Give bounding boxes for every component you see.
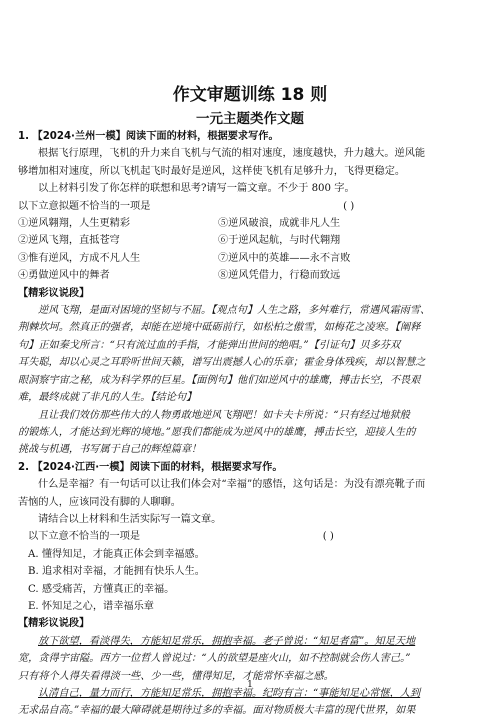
q1-option-row — [18, 267, 482, 284]
q1-answer-blank: ( ) — [343, 200, 355, 212]
q2-material-line: 请结合以上材料和生活实际写一篇文章。 — [38, 513, 222, 525]
page-number: 1 — [247, 680, 253, 690]
q1-prompt-text: 以下立意拟题不恰当的一项是 — [18, 200, 151, 212]
question-1-heading: 1. 【2024·兰州一模】阅读下面的材料，根据要求写作。 — [18, 131, 279, 142]
q2-essay-heading: 【精彩议说段】 — [18, 618, 90, 630]
q2-prompt — [18, 528, 482, 545]
option-e: E. 怀知足之心，谱幸福乐章 — [28, 600, 154, 612]
q1-material-line: 以上材料引发了你怎样的联想和思考?请写一篇文章。不少于 800 字。 — [38, 183, 355, 195]
option-2: ②逆风飞翔，直抵苍穹 — [18, 235, 120, 247]
q1-essay-heading: 【精彩议说段】 — [18, 287, 90, 299]
question-2-heading: 2. 【2024·江西·一模】阅读下面的材料，根据要求写作。 — [18, 461, 283, 473]
q1-material-line: 根据飞行原理，飞机的升力来自飞机与气流的相对速度，速度越快，升力越大。逆风能 — [38, 148, 426, 160]
q1-essay-line: 难，最终成就了非凡的人生。【结论句】 — [18, 392, 197, 404]
section-subtitle: 一元主题类作文题 — [196, 111, 304, 127]
q1-option-row — [18, 232, 482, 249]
q2-material-line: 什么是幸福？有一句话可以让我们体会对“幸福”的感悟，这句话是：为没有漂亮靴子而 — [38, 479, 426, 491]
q2-essay-line: 宽，贪得宇宙隘。西方一位哲人曾说过：“人的欲望是座火山，如不控制就会伤人害己。” — [18, 653, 411, 665]
q1-essay-line: 眼洞察宇宙之秘，成为科学界的巨星。【面例句】他们如逆风中的雄鹰，搏击长空，不畏艰 — [18, 374, 421, 386]
q1-essay-line: 且让我们效仿那些伟大的人物勇敢地逆风飞翔吧！如卡夫卡所说：“只有经过地狱般 — [38, 409, 410, 421]
option-c: C. 感受痛苦，方懂真正的幸福。 — [28, 583, 175, 595]
q2-essay-line: 只有将个人得失看得淡一些、少一些，懂得知足，才能常怀幸福之感。 — [18, 670, 334, 682]
q2-prompt-text: 以下立意不恰当的一项是 — [28, 531, 141, 543]
option-7: ⑦逆风中的英雄——永不言败 — [218, 252, 351, 264]
q2-essay-line: 放下欲望，看淡得失，方能知足常乐，拥抱幸福。老子曾说：“知足者富”。知足天地 — [38, 635, 416, 647]
q2-answer-blank: ( ) — [322, 531, 334, 543]
document-body — [18, 128, 482, 720]
option-5: ⑤逆风破浪，成就非凡人生 — [218, 218, 341, 230]
q1-essay-line: 荆棘坎坷。然真正的强者，却能在逆境中砥砺前行，如松柏之傲雪，如梅花之凌寒。【阐释 — [18, 322, 421, 334]
document-title: 作文审题训练 18 则 — [172, 85, 328, 105]
option-3: ③惟有逆风，方成不凡人生 — [18, 252, 141, 264]
q1-prompt — [18, 198, 482, 215]
option-b: B. 追求相对幸福，才能拥有快乐人生。 — [28, 566, 205, 578]
option-6: ⑥于逆风起航，与时代翱翔 — [218, 235, 341, 247]
q1-material-line: 够增加相对速度，所以飞机起飞时最好是逆风，这样使飞机有足够升力，飞得更稳定。 — [18, 165, 406, 177]
q1-option-row — [18, 250, 482, 267]
q1-essay-line: 句】正如秦戈所言：“只有流过血的手指，才能弹出世间的绝唱。”【引证句】贝多芬双 — [18, 339, 401, 351]
q1-option-row — [18, 215, 482, 232]
option-8: ⑧逆风凭借力，行稳而致远 — [218, 270, 341, 282]
q2-essay-line: 无求品自高。”幸福的最大障碍就是期待过多的幸福。面对物质极大丰富的现代世界，如果 — [18, 705, 416, 717]
option-1: ①逆风翱翔，人生更精彩 — [18, 218, 131, 230]
option-a: A. 懂得知足，才能真正体会到幸福感。 — [28, 548, 205, 560]
q2-material-line: 苦恼的人，应该同没有脚的人聊聊。 — [18, 496, 181, 508]
q1-essay-line: 的锻炼人，才能达到光辉的境地。”愿我们都能成为逆风中的雄鹰，搏击长空，迎接人生的 — [18, 426, 416, 438]
q1-essay-line: 逆风飞翔，是面对困境的坚韧与不屈。【观点句】人生之路，多舛难行，常遇风霜雨雪、 — [38, 305, 431, 317]
q2-essay-line: 认清自己，量力而行，方能知足常乐，拥抱幸福。纪昀有言：“事能知足心常惬，人到 — [38, 688, 421, 699]
q1-essay-line: 挑战与机遇，书写属于自己的辉煌篇章！ — [18, 444, 202, 456]
q1-essay-line: 耳失聪，却以心灵之耳聆听世间天籁，谱写出震撼人心的乐章；霍金身体残疾，却以智慧之 — [18, 357, 426, 369]
option-4: ④勇做逆风中的舞者 — [18, 270, 110, 282]
